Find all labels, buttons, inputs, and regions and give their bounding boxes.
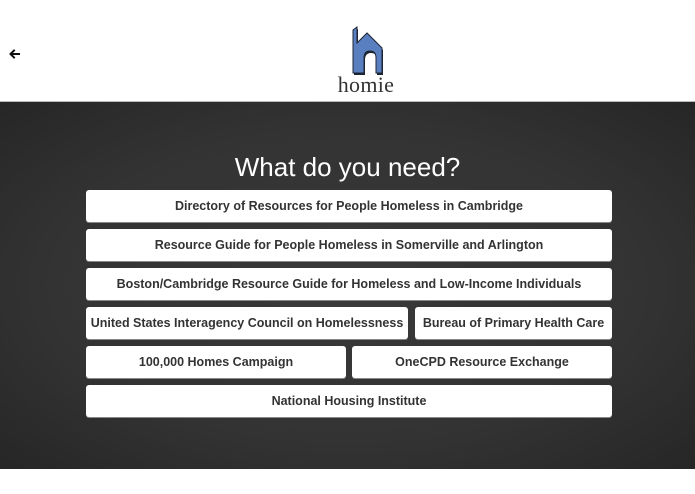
back-button[interactable] <box>7 46 23 62</box>
resource-button[interactable]: OneCPD Resource Exchange <box>352 346 612 378</box>
resource-button[interactable]: Boston/Cambridge Resource Guide for Homeless and Low-Income Individuals <box>86 268 612 300</box>
resource-button[interactable]: Directory of Resources for People Homeless in Cambridge <box>86 190 612 222</box>
resource-button[interactable]: United States Interagency Council on Homelessness <box>86 307 408 339</box>
homie-logo <box>334 26 398 96</box>
main-panel <box>0 101 695 469</box>
resource-button[interactable]: Bureau of Primary Health Care <box>415 307 612 339</box>
page-footer-space <box>0 469 695 494</box>
logo-wordmark: homie <box>337 72 395 97</box>
arrow-left-icon <box>7 46 23 62</box>
resource-button[interactable]: National Housing Institute <box>86 385 612 417</box>
resource-button[interactable]: 100,000 Homes Campaign <box>86 346 346 378</box>
page-title: What do you need? <box>234 152 461 182</box>
app-header <box>0 0 695 101</box>
house-icon <box>334 26 398 76</box>
resource-button[interactable]: Resource Guide for People Homeless in Somerville and Arlington <box>86 229 612 261</box>
